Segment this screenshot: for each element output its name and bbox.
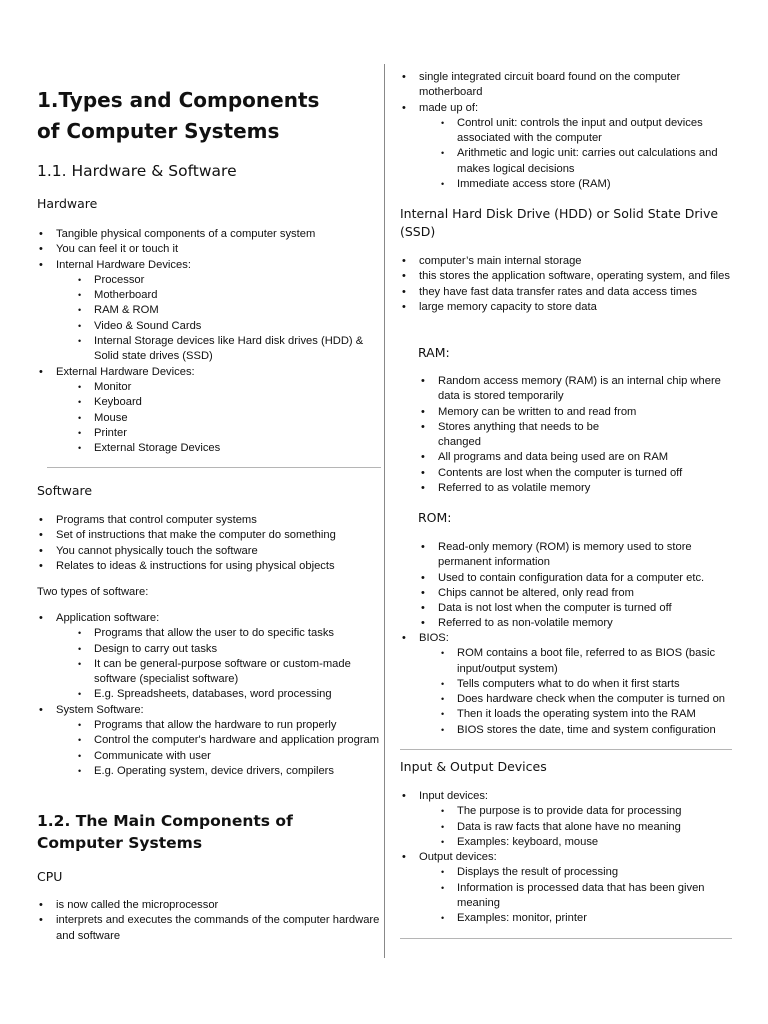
list-item bbox=[37, 365, 381, 457]
section-heading-main-components-line-1: 1.2. The Main Components of bbox=[37, 812, 293, 830]
list-item bbox=[400, 789, 732, 850]
list-item: • Referred to as non-volatile memory bbox=[419, 616, 732, 631]
section-divider bbox=[400, 938, 732, 939]
hdd-heading: Internal Hard Disk Drive (HDD) or Solid State Drive (SSD) bbox=[400, 206, 719, 239]
system-software-label: System Software: bbox=[56, 703, 144, 716]
list-item: • BIOS stores the date, time and system configuration bbox=[438, 723, 732, 738]
list-item: • E.g. Spreadsheets, databases, word processing bbox=[75, 687, 381, 702]
io-devices-heading: Input & Output Devices bbox=[400, 759, 547, 774]
list-item: • Does hardware check when the computer is turned on bbox=[438, 692, 732, 707]
list-item: • Tells computers what to do when it first starts bbox=[438, 677, 732, 692]
section-heading-main-components-line-2: Computer Systems bbox=[37, 834, 203, 852]
list-item: • Programs that allow the user to do specific tasks bbox=[75, 626, 381, 641]
list-item: • The purpose is to provide data for processing bbox=[438, 804, 732, 819]
list-item: • Tangible physical components of a computer system bbox=[37, 227, 381, 242]
list-item: • Random access memory (RAM) is an internal chip where data is stored temporarily bbox=[419, 374, 732, 405]
list-item bbox=[400, 850, 732, 926]
list-item: • Examples: keyboard, mouse bbox=[438, 835, 732, 850]
application-software-list bbox=[75, 626, 381, 702]
list-item bbox=[37, 703, 381, 779]
list-item bbox=[37, 258, 381, 365]
cpu-heading: CPU bbox=[37, 869, 63, 884]
software-list bbox=[37, 513, 381, 574]
rom-heading: ROM: bbox=[418, 510, 452, 525]
list-item: • Then it loads the operating system into the RAM bbox=[438, 707, 732, 722]
list-item: • Contents are lost when the computer is turned off bbox=[419, 466, 732, 481]
list-item: • this stores the application software, operating system, and files bbox=[400, 269, 732, 284]
ias-label: Immediate access store (RAM) bbox=[457, 178, 611, 191]
output-devices-label: Output devices: bbox=[419, 851, 497, 864]
list-item: • Data is raw facts that alone have no meaning bbox=[438, 820, 732, 835]
list-item: • External Storage Devices bbox=[75, 441, 381, 456]
software-heading: Software bbox=[37, 483, 93, 498]
list-item: • Communicate with user bbox=[75, 749, 381, 764]
list-item: • Read-only memory (ROM) is memory used to store permanent information bbox=[419, 540, 732, 571]
section-heading-hardware-software: 1.1. Hardware & Software bbox=[37, 162, 237, 180]
output-devices-items bbox=[438, 865, 732, 926]
ram-heading: RAM: bbox=[418, 345, 450, 360]
list-item: • You can feel it or touch it bbox=[37, 242, 381, 257]
list-item: • they have fast data transfer rates and data access times bbox=[400, 285, 732, 300]
section-divider bbox=[400, 749, 732, 750]
made-up-of-label: made up of: bbox=[419, 101, 479, 114]
cpu-list bbox=[37, 898, 381, 944]
list-item: • Relates to ideas & instructions for using physical objects bbox=[37, 559, 381, 574]
list-item: • ROM contains a boot file, referred to as BIOS (basic input/output system) bbox=[438, 646, 732, 677]
two-types-text: Two types of software: bbox=[37, 586, 149, 598]
bios-label: BIOS: bbox=[419, 632, 449, 644]
hardware-heading: Hardware bbox=[37, 196, 98, 211]
list-item: • Displays the result of processing bbox=[438, 865, 732, 880]
external-devices-list bbox=[75, 380, 381, 456]
list-item: • Examples: monitor, printer bbox=[438, 911, 732, 926]
software-types-list bbox=[37, 611, 381, 779]
list-item: • is now called the microprocessor bbox=[37, 898, 381, 913]
list-item bbox=[438, 177, 732, 192]
list-item: • Video & Sound Cards bbox=[75, 319, 381, 334]
list-item: • interprets and executes the commands of the computer hardware and software bbox=[37, 913, 381, 944]
cpu-parts-list bbox=[438, 116, 732, 192]
list-item: • Printer bbox=[75, 426, 381, 441]
rom-list bbox=[419, 540, 732, 632]
system-software-list bbox=[75, 718, 381, 779]
list-item bbox=[400, 101, 732, 193]
internal-devices-list bbox=[75, 273, 381, 365]
alu-label: Arithmetic and logic unit bbox=[457, 147, 576, 160]
list-item: • large memory capacity to store data bbox=[400, 300, 732, 315]
alu-text: : carries out calculations and makes logical decisions bbox=[457, 147, 718, 175]
list-item: • You cannot physically touch the software bbox=[37, 544, 381, 559]
page-title-line-2: of Computer Systems bbox=[37, 119, 280, 143]
hardware-list bbox=[37, 227, 381, 456]
application-software-label: Application software: bbox=[56, 612, 160, 624]
list-item: • Stores anything that needs to be changed bbox=[419, 420, 619, 451]
list-item: • Processor bbox=[75, 273, 381, 288]
list-item: • Programs that allow the hardware to run properly bbox=[75, 718, 381, 733]
input-devices-items bbox=[438, 804, 732, 850]
list-item: • Memory can be written to and read from bbox=[419, 405, 732, 420]
list-item: • Motherboard bbox=[75, 288, 381, 303]
list-item: • RAM & ROM bbox=[75, 303, 381, 318]
list-item: • Data is not lost when the computer is turned off bbox=[419, 601, 732, 616]
list-item: • Chips cannot be altered, only read from bbox=[419, 586, 732, 601]
list-item: • Keyboard bbox=[75, 395, 381, 410]
list-item: • E.g. Operating system, device drivers, compilers bbox=[75, 764, 381, 779]
list-item: • Information is processed data that has been given meaning bbox=[438, 881, 732, 912]
hdd-list bbox=[400, 254, 732, 315]
ram-list bbox=[419, 374, 732, 496]
list-item: • It can be general-purpose software or custom-made software (specialist software) bbox=[75, 657, 381, 688]
list-item: • All programs and data being used are on RAM bbox=[419, 450, 732, 465]
list-item: • Monitor bbox=[75, 380, 381, 395]
input-devices-label: Input devices: bbox=[419, 790, 489, 802]
list-item: • computer’s main internal storage bbox=[400, 254, 732, 269]
list-item: • Control the computer's hardware and application program bbox=[75, 733, 381, 748]
list-item: • Programs that control computer systems bbox=[37, 513, 381, 528]
io-devices-list bbox=[400, 789, 732, 927]
control-unit-text: : controls the input and output devices associated with the computer bbox=[457, 116, 703, 145]
list-item: • Mouse bbox=[75, 411, 381, 426]
cpu-continued-list bbox=[400, 70, 732, 192]
list-item bbox=[400, 631, 732, 738]
list-item bbox=[438, 146, 732, 177]
section-divider bbox=[47, 467, 381, 468]
list-item: • Internal Storage devices like Hard disk drives (HDD) & Solid state drives (SSD) bbox=[75, 334, 381, 365]
list-item: • single integrated circuit board found on the computer motherboard bbox=[400, 70, 732, 101]
list-item: • Referred to as volatile memory bbox=[419, 481, 732, 496]
control-unit-label: Control unit bbox=[457, 116, 515, 129]
bios-items-list bbox=[438, 646, 732, 738]
page-title-line-1: 1.Types and Components bbox=[37, 88, 320, 112]
list-item bbox=[37, 611, 381, 703]
list-item bbox=[438, 116, 732, 147]
internal-devices-label: Internal Hardware Devices: bbox=[56, 258, 191, 271]
bios-list bbox=[400, 631, 732, 738]
list-item: • Used to contain configuration data for a computer etc. bbox=[419, 571, 732, 586]
list-item: • Set of instructions that make the computer do something bbox=[37, 528, 381, 543]
list-item: • Design to carry out tasks bbox=[75, 642, 381, 657]
column-divider bbox=[384, 64, 385, 958]
external-devices-label: External Hardware Devices: bbox=[56, 365, 195, 378]
